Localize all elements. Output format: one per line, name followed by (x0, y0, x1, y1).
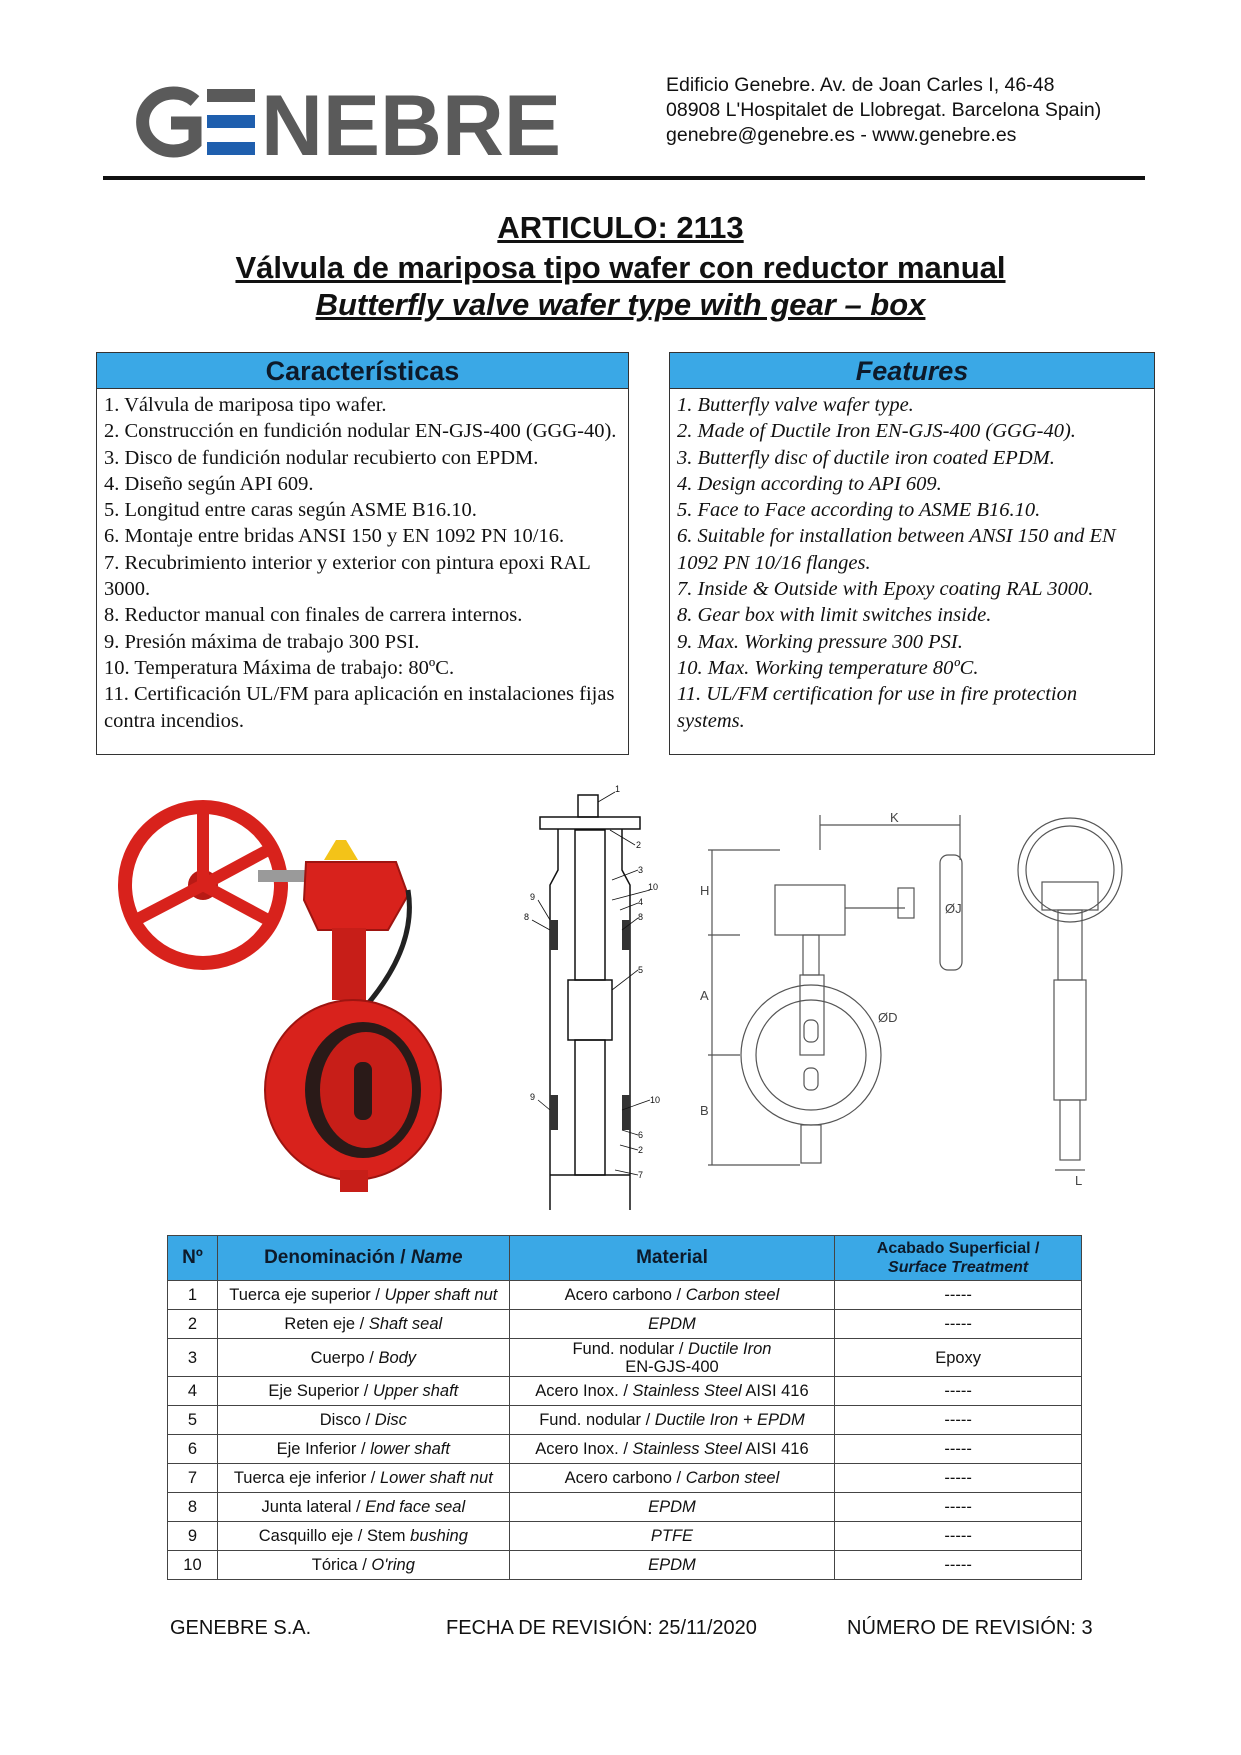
feature-en-item: 3. Butterfly disc of ductile iron coated EPDM. (677, 446, 1055, 469)
cell-material-extra: EN-GJS-400 (625, 1357, 719, 1376)
address-line-2: 08908 L'Hospitalet de Llobregat. Barcelona Spain) (666, 99, 1102, 121)
table-row (168, 1522, 1082, 1551)
cell-number: 4 (168, 1377, 218, 1406)
cell-name-en: End face seal (365, 1497, 466, 1516)
cell-material (509, 1281, 835, 1310)
cell-surface-treatment: ----- (835, 1551, 1082, 1580)
cell-material (509, 1493, 835, 1522)
cell-name-en: Disc (374, 1410, 407, 1429)
cell-material (509, 1406, 835, 1435)
product-name-en: Butterfly valve wafer type with gear – box (315, 287, 926, 322)
cell-name-en: Body (378, 1348, 417, 1367)
header-finish-en: Surface Treatment (888, 1259, 1029, 1276)
dimension-drawing (700, 810, 1150, 1210)
cell-material-en: Stainless Steel (632, 1381, 742, 1400)
table-row (168, 1493, 1082, 1522)
table-row (168, 1310, 1082, 1339)
address-line-1: Edificio Genebre. Av. de Joan Carles I, 46-48 (666, 74, 1055, 96)
cell-material-es: Acero Inox. / (535, 1381, 633, 1400)
feature-es-item: 6. Montaje entre bridas ANSI 150 y EN 1092 PN 10/16. (104, 525, 565, 548)
cell-name-es: Disco / (319, 1410, 375, 1429)
feature-es-item: 1. Válvula de mariposa tipo wafer. (104, 394, 387, 416)
cell-surface-treatment: ----- (835, 1406, 1082, 1435)
cell-name-es: Cuerpo / (310, 1348, 379, 1367)
cell-name (217, 1281, 509, 1310)
feature-en-item: 11. UL/FM certification for use in fire protection systems. (677, 683, 1078, 732)
callout-label: 2 (638, 1145, 644, 1155)
cell-name-es: Casquillo eje / Stem (258, 1526, 411, 1545)
cell-number: 10 (168, 1551, 218, 1580)
cell-name-en: lower shaft (370, 1439, 450, 1458)
cell-material (509, 1377, 835, 1406)
cell-name-es: Junta lateral / (261, 1497, 366, 1516)
table-row (168, 1551, 1082, 1580)
cell-surface-treatment: ----- (835, 1377, 1082, 1406)
cell-material-es: Fund. nodular / (539, 1410, 655, 1429)
cell-material (509, 1464, 835, 1493)
position-indicator (324, 840, 358, 860)
callout-label: 10 (650, 1095, 661, 1105)
product-name-es: Válvula de mariposa tipo wafer con reductor manual (235, 250, 1006, 285)
header-name (217, 1236, 509, 1281)
callout-label: 7 (638, 1170, 644, 1180)
valve-product-photo (118, 800, 448, 1195)
header-material: Material (509, 1236, 835, 1281)
parts-table-body (168, 1281, 1082, 1580)
feature-en-item: 2. Made of Ductile Iron EN-GJS-400 (GGG-40). (677, 420, 1076, 443)
feature-en-item: 6. Suitable for installation between ANSI 150 and EN 1092 PN 10/16 flanges. (677, 525, 1116, 574)
table-row (168, 1377, 1082, 1406)
feature-es-item: 2. Construcción en fundición nodular EN-GJS-400 (GGG-40). (104, 420, 617, 443)
table-row (168, 1339, 1082, 1377)
logo-e-mid-bar (207, 115, 255, 128)
feature-es-item: 3. Disco de fundición nodular recubierto con EPDM. (104, 446, 539, 469)
cell-material-en: PTFE (650, 1526, 694, 1545)
header-surface-treatment (835, 1236, 1082, 1281)
cell-material (509, 1522, 835, 1551)
cell-surface-treatment: ----- (835, 1464, 1082, 1493)
dim-label: H (700, 883, 710, 898)
callout-label: 8 (524, 912, 530, 922)
cell-name (217, 1435, 509, 1464)
cell-number: 9 (168, 1522, 218, 1551)
header-name-es: Denominación / (264, 1247, 411, 1268)
cell-material-es: Acero carbono / (564, 1285, 686, 1304)
header-number: Nº (168, 1236, 218, 1281)
cell-material-en: Ductile Iron + EPDM (654, 1410, 805, 1429)
cell-name-es: Tórica / (311, 1555, 372, 1574)
cell-surface-treatment: ----- (835, 1281, 1082, 1310)
dim-label: L (1075, 1173, 1083, 1188)
cell-surface-treatment: ----- (835, 1522, 1082, 1551)
genebre-logo (133, 78, 565, 174)
features-en-heading: Features (670, 353, 1154, 389)
cell-name (217, 1339, 509, 1377)
header-name-en: Name (410, 1247, 463, 1268)
callout-label: 5 (638, 965, 644, 975)
callout-label: 4 (638, 897, 644, 907)
table-row (168, 1435, 1082, 1464)
cell-name-en: Upper shaft (372, 1381, 459, 1400)
footer-company: GENEBRE S.A. (170, 1617, 312, 1639)
footer-revision-date: FECHA DE REVISIÓN: 25/11/2020 (446, 1617, 757, 1639)
cell-material-es: Acero Inox. / (535, 1439, 633, 1458)
cell-surface-treatment: Epoxy (835, 1339, 1082, 1377)
cell-name-en: Shaft seal (368, 1314, 443, 1333)
cell-name-en: Upper shaft nut (384, 1285, 498, 1304)
dim-label: K (890, 810, 899, 825)
callout-label: 9 (530, 892, 536, 902)
logo-e-top-bar (207, 89, 255, 102)
cell-name (217, 1310, 509, 1339)
features-en-box (669, 352, 1155, 755)
cell-surface-treatment: ----- (835, 1493, 1082, 1522)
feature-es-item: 9. Presión máxima de trabajo 300 PSI. (104, 630, 420, 653)
callout-label: 10 (648, 882, 659, 892)
cell-name (217, 1406, 509, 1435)
cell-material (509, 1435, 835, 1464)
feature-es-item: 5. Longitud entre caras según ASME B16.10. (104, 499, 477, 522)
cell-surface-treatment: ----- (835, 1435, 1082, 1464)
cell-surface-treatment: ----- (835, 1310, 1082, 1339)
section-drawing (520, 784, 670, 1190)
feature-es-item: 8. Reductor manual con finales de carrera internos. (104, 604, 523, 627)
cell-material (509, 1339, 835, 1377)
callout-label: 8 (638, 912, 644, 922)
feature-en-item: 10. Max. Working temperature 80ºC. (677, 656, 979, 679)
logo-letter-g (143, 93, 195, 151)
cell-material-en: Stainless Steel (632, 1439, 742, 1458)
bottom-boss (340, 1170, 368, 1192)
logo-e-bottom-bar (207, 142, 255, 155)
header-divider (103, 176, 1145, 180)
feature-es-item: 4. Diseño según API 609. (104, 472, 314, 495)
wheel-shaft (258, 870, 310, 882)
article-number: ARTICULO: 2113 (497, 210, 744, 245)
cell-name-es: Tuerca eje superior / (229, 1285, 385, 1304)
dim-label: B (700, 1103, 709, 1118)
feature-en-item: 9. Max. Working pressure 300 PSI. (677, 630, 963, 653)
feature-es-item: 7. Recubrimiento interior y exterior con pintura epoxi RAL 3000. (104, 551, 590, 601)
valve-neck (332, 928, 366, 1000)
cell-material-extra: AISI 416 (741, 1381, 809, 1400)
feature-en-item: 4. Design according to API 609. (677, 472, 942, 495)
cell-name (217, 1493, 509, 1522)
cell-name-es: Tuerca eje inferior / (233, 1468, 380, 1487)
cell-number: 2 (168, 1310, 218, 1339)
features-es-list (97, 389, 628, 734)
disc-hub (354, 1062, 372, 1120)
feature-es-item: 10. Temperatura Máxima de trabajo: 80ºC. (104, 656, 455, 679)
cell-name-en: O'ring (371, 1555, 415, 1574)
gearbox (304, 862, 408, 930)
cell-name (217, 1377, 509, 1406)
cell-number: 8 (168, 1493, 218, 1522)
logo-wordmark: NEBRE (261, 78, 561, 174)
cell-name (217, 1464, 509, 1493)
dim-label: ØJ (945, 901, 962, 916)
cell-number: 5 (168, 1406, 218, 1435)
cell-material-es: Acero carbono / (564, 1468, 686, 1487)
callout-label: 9 (530, 1092, 536, 1102)
cell-name-es: Reten eje / (284, 1314, 369, 1333)
table-row (168, 1464, 1082, 1493)
table-row (168, 1281, 1082, 1310)
header-finish-es: Acabado Superficial / (876, 1240, 1040, 1257)
company-address (666, 73, 1101, 148)
dim-label: ØD (878, 1010, 898, 1025)
cell-name-en: Lower shaft nut (379, 1468, 493, 1487)
dim-label: A (700, 988, 709, 1003)
cell-number: 3 (168, 1339, 218, 1377)
cell-name (217, 1551, 509, 1580)
cell-name-es: Eje Superior / (268, 1381, 373, 1400)
parts-table (167, 1235, 1082, 1580)
feature-en-item: 1. Butterfly valve wafer type. (677, 394, 914, 416)
features-en-list (670, 389, 1154, 734)
cell-material-en: EPDM (648, 1497, 696, 1516)
cell-material-en: EPDM (648, 1555, 696, 1574)
cell-material (509, 1551, 835, 1580)
cell-material (509, 1310, 835, 1339)
callout-label: 1 (615, 784, 621, 794)
feature-en-item: 8. Gear box with limit switches inside. (677, 604, 992, 627)
feature-en-item: 7. Inside & Outside with Epoxy coating RAL 3000. (677, 578, 1094, 601)
cell-material-en: EPDM (648, 1314, 696, 1333)
handwheel (125, 807, 281, 963)
cell-name-en: bushing (410, 1526, 468, 1545)
cell-material-en: Ductile Iron (688, 1339, 772, 1358)
cell-material-en: Carbon steel (685, 1468, 780, 1487)
callout-label: 3 (638, 865, 644, 875)
address-line-3: genebre@genebre.es - www.genebre.es (666, 124, 1017, 146)
callout-label: 2 (636, 840, 642, 850)
cell-material-extra: AISI 416 (741, 1439, 809, 1458)
cell-number: 7 (168, 1464, 218, 1493)
cell-name-es: Eje Inferior / (276, 1439, 371, 1458)
cell-material-es: Fund. nodular / (572, 1339, 689, 1358)
table-row (168, 1406, 1082, 1435)
table-header-row (168, 1236, 1082, 1281)
feature-es-item: 11. Certificación UL/FM para aplicación en instalaciones fijas contra incendios. (104, 683, 615, 732)
features-es-box (96, 352, 629, 755)
feature-en-item: 5. Face to Face according to ASME B16.10. (677, 499, 1041, 522)
cell-name (217, 1522, 509, 1551)
cell-number: 1 (168, 1281, 218, 1310)
features-es-heading: Características (97, 353, 628, 389)
cell-material-en: Carbon steel (685, 1285, 780, 1304)
cell-number: 6 (168, 1435, 218, 1464)
callout-label: 6 (638, 1130, 644, 1140)
footer-revision-number: NÚMERO DE REVISIÓN: 3 (847, 1617, 1093, 1639)
